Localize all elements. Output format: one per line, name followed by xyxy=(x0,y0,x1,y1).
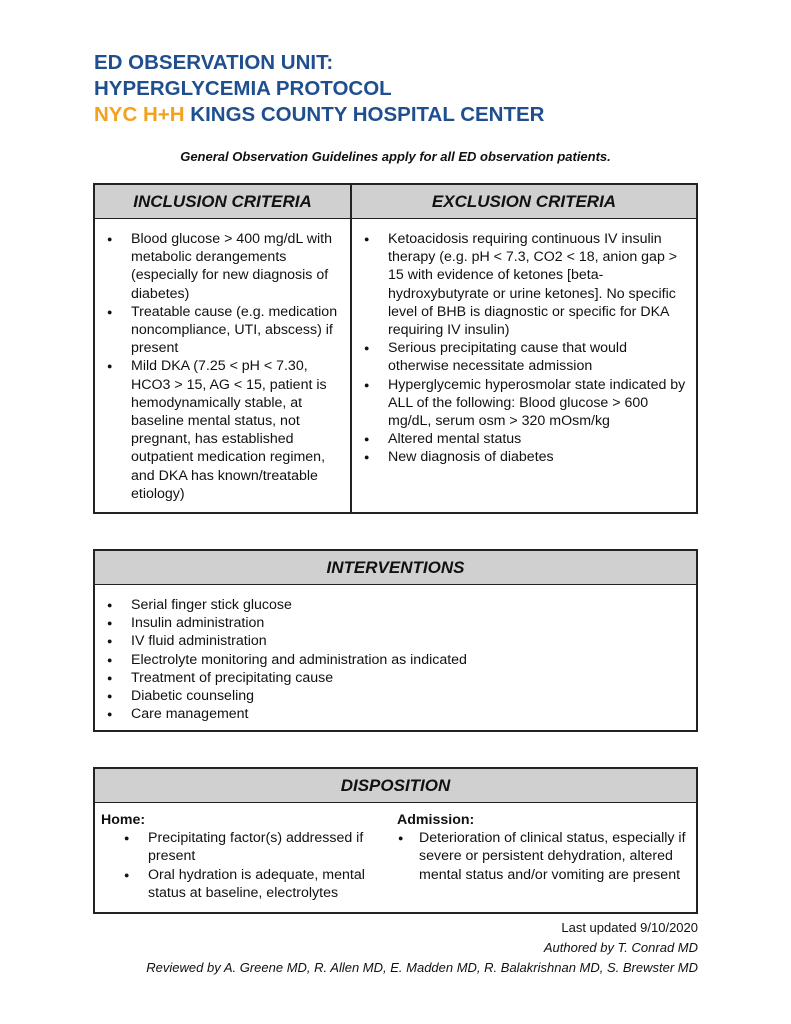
exclusion-item: ● Hyperglycemic hyperosmolar state indicated by ALL of the following: Blood glucose > 600 mg/dL, serum osm > 320 mOsm/kg xyxy=(388,376,690,431)
exclusion-item: ● Serious precipitating cause that would otherwise necessitate admission xyxy=(388,339,690,375)
document-title xyxy=(94,50,544,128)
title-line-2: HYPERGLYCEMIA PROTOCOL xyxy=(94,77,392,100)
disposition-table xyxy=(93,767,698,914)
intervention-item: ● Serial finger stick glucose xyxy=(131,596,688,614)
exclusion-column xyxy=(352,185,696,512)
exclusion-list xyxy=(352,219,696,467)
inclusion-column xyxy=(95,185,352,512)
disposition-home-item: ● Oral hydration is adequate, mental status at baseline, electrolytes xyxy=(148,866,384,902)
disposition-admission-column xyxy=(390,803,696,902)
disposition-body xyxy=(95,803,696,902)
inclusion-item: ● Blood glucose > 400 mg/dL with metabolic derangements (especially for new diagnosis of diabetes) xyxy=(131,230,344,303)
last-updated: Last updated 9/10/2020 xyxy=(561,920,698,935)
criteria-table xyxy=(93,183,698,514)
intervention-item: ● Electrolyte monitoring and administration as indicated xyxy=(131,651,688,669)
inclusion-list xyxy=(95,219,350,503)
title-nyc-hh: NYC H+H xyxy=(94,103,185,126)
exclusion-item: ● Altered mental status xyxy=(388,430,690,448)
disposition-admission-list xyxy=(397,829,696,884)
disposition-home-item: ● Precipitating factor(s) addressed if present xyxy=(148,829,384,865)
intervention-item: ● Care management xyxy=(131,705,688,723)
document-footer xyxy=(146,918,698,975)
disposition-admission-item: ● Deterioration of clinical status, especially if severe or persistent dehydration, altered mental status and/or vomiting are present xyxy=(419,829,690,884)
inclusion-item: ● Treatable cause (e.g. medication noncompliance, UTI, abscess) if present xyxy=(131,303,344,358)
authored-by: Authored by T. Conrad MD xyxy=(543,940,698,955)
interventions-header: INTERVENTIONS xyxy=(95,551,696,585)
intervention-item: ● Insulin administration xyxy=(131,614,688,632)
disposition-admission-label: Admission: xyxy=(397,812,475,828)
title-line-1: ED OBSERVATION UNIT: xyxy=(94,51,334,74)
disposition-home-column xyxy=(95,803,390,902)
disposition-home-list xyxy=(101,829,390,902)
exclusion-item: ● Ketoacidosis requiring continuous IV insulin therapy (e.g. pH < 7.3, CO2 < 18, anion gap > 15 with evidence of ketones [beta-hydroxybutyrate or urine ketones]. No specific level of BHB is diagnostic or specific for DKA requiring IV insulin) xyxy=(388,230,690,339)
interventions-list xyxy=(95,585,696,723)
disposition-home-label: Home: xyxy=(101,812,146,828)
intervention-item: ● Diabetic counseling xyxy=(131,687,688,705)
interventions-table xyxy=(93,549,698,732)
title-hospital-name: KINGS COUNTY HOSPITAL CENTER xyxy=(184,103,545,126)
exclusion-item: ● New diagnosis of diabetes xyxy=(388,448,690,466)
reviewed-by: Reviewed by A. Greene MD, R. Allen MD, E. Madden MD, R. Balakrishnan MD, S. Brewster MD xyxy=(146,960,698,975)
disposition-header: DISPOSITION xyxy=(95,769,696,803)
inclusion-item: ● Mild DKA (7.25 < pH < 7.30, HCO3 > 15, AG < 15, patient is hemodynamically stable, at baseline mental status, not pregnant, has established outpatient medication regimen, and DKA has known/treatable etiology) xyxy=(131,357,344,503)
general-guidelines-note: General Observation Guidelines apply for all ED observation patients. xyxy=(180,149,611,164)
exclusion-header: EXCLUSION CRITERIA xyxy=(352,185,696,219)
intervention-item: ● IV fluid administration xyxy=(131,632,688,650)
title-line-3 xyxy=(94,102,544,128)
intervention-item: ● Treatment of precipitating cause xyxy=(131,669,688,687)
inclusion-header: INCLUSION CRITERIA xyxy=(95,185,350,219)
